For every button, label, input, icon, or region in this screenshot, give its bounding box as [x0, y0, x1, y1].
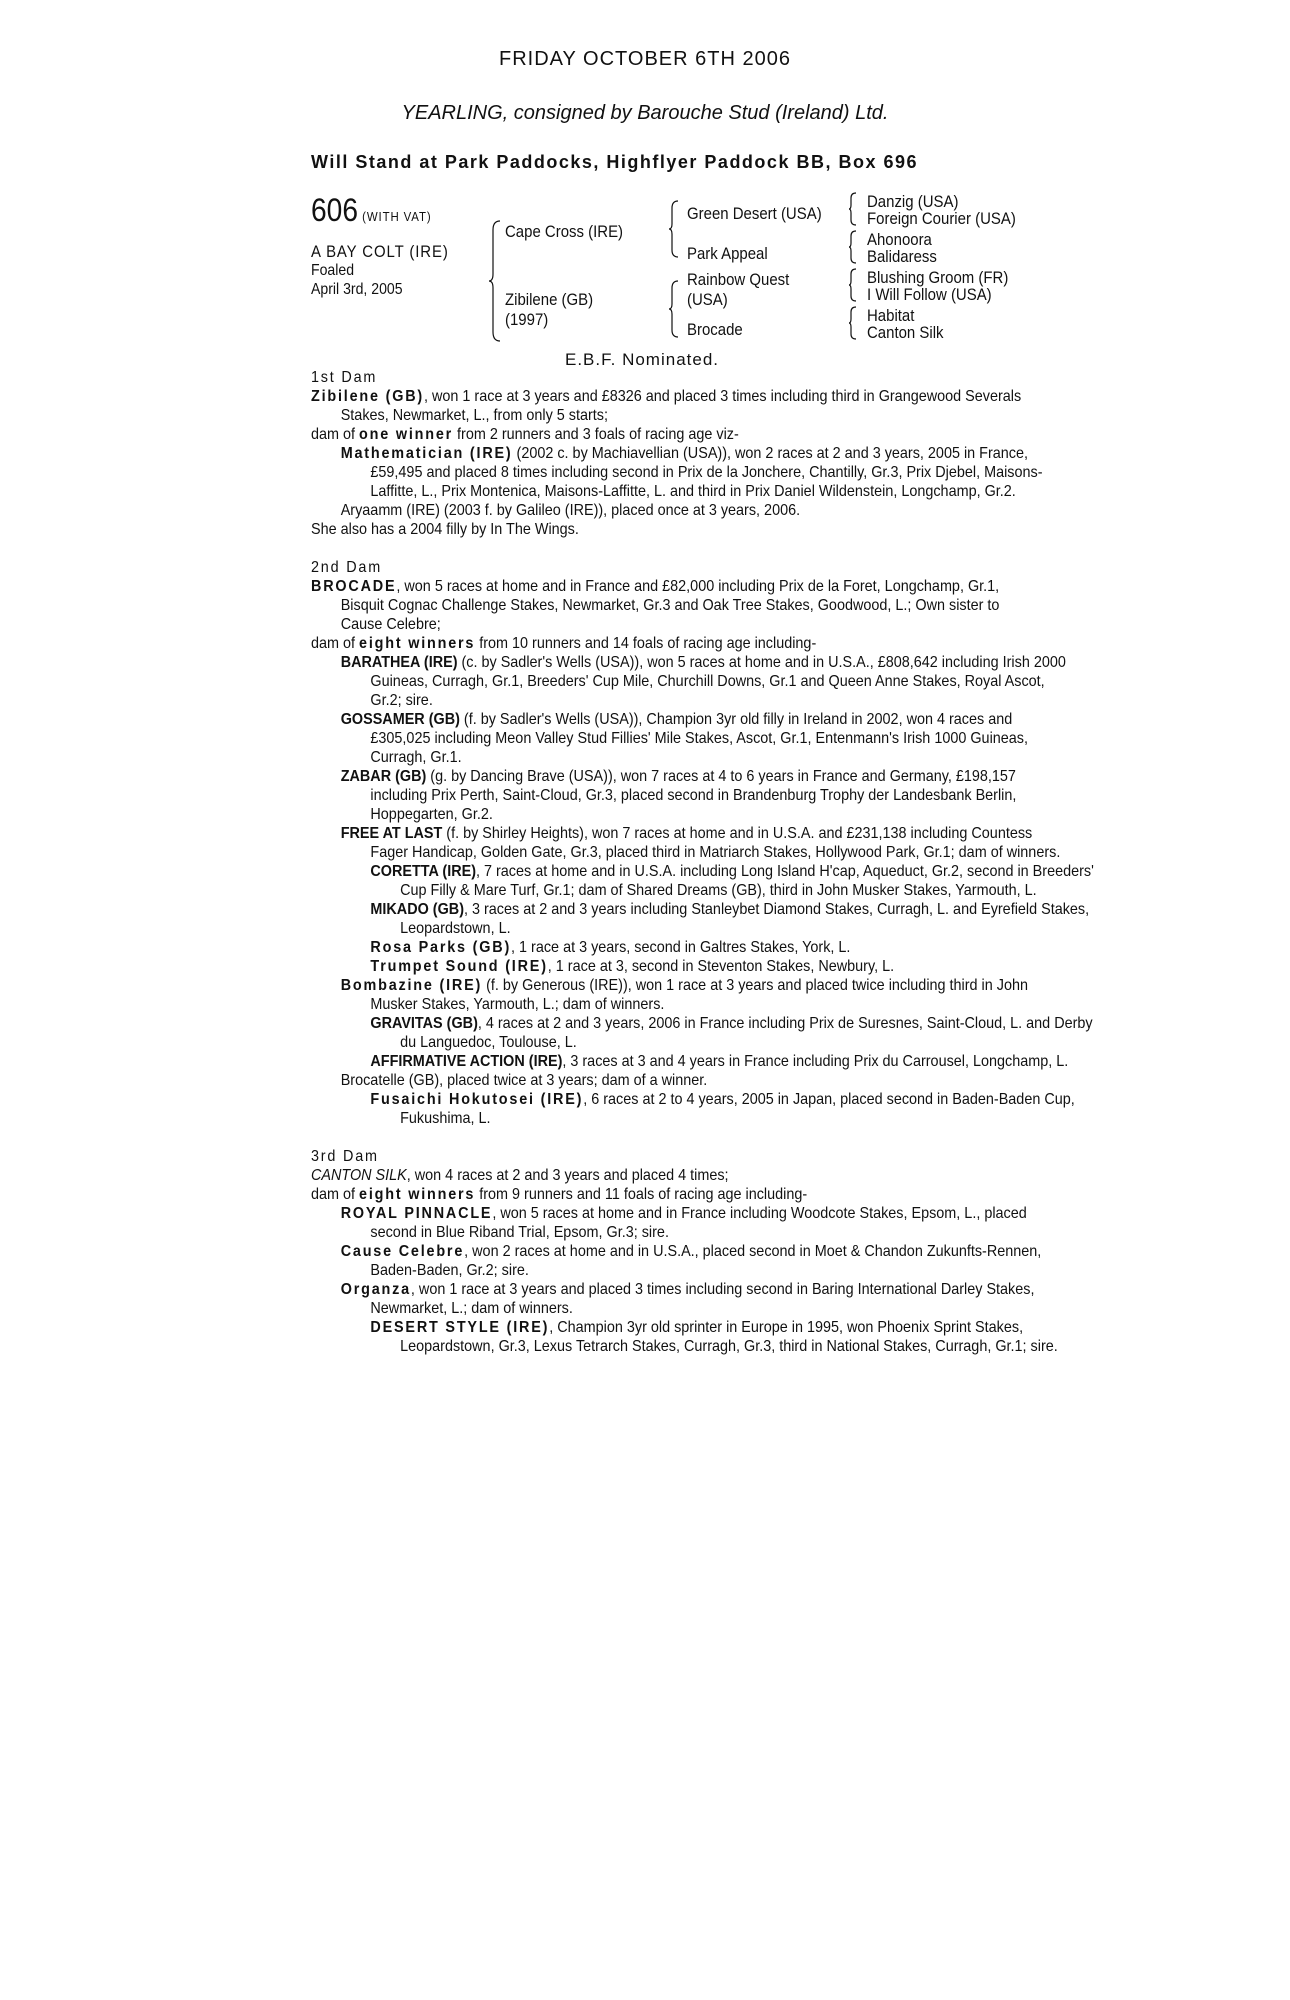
gen3-brace-2 [849, 230, 857, 264]
third-dam-entry: CANTON SILK, won 4 races at 2 and 3 years and placed 4 times; [311, 1167, 729, 1184]
dam-sire-line1: Rainbow Quest [687, 270, 790, 289]
sire-brace [669, 200, 679, 260]
sire-name: Cape Cross (IRE) [505, 222, 624, 241]
ggs-4: Balidaress [867, 247, 937, 266]
third-dam-produce-summary: dam of eight winners from 9 runners and 11 foals of racing age including- [311, 1186, 808, 1203]
produce-entry: Organza, won 1 race at 3 years and placed 3 times including second in Baring International Darley Stakes, Newmarket, L.; dam of winners. [340, 1281, 1035, 1317]
dam-dam: Brocade [687, 320, 743, 339]
second-dam-produce-summary: dam of eight winners from 10 runners and 14 foals of racing age including- [311, 635, 817, 652]
foaled-label: Foaled [311, 262, 355, 279]
produce-entry: Trumpet Sound (IRE), 1 race at 3, second in Steventon Stakes, Newbury, L. [370, 958, 895, 975]
produce-record [311, 368, 1094, 1356]
ggs-5: Blushing Groom (FR) [867, 268, 1009, 287]
produce-entry: Mathematician (IRE) (2002 c. by Machiavellian (USA)), won 2 races at 2 and 3 years, 2005 in France, £59,495 and placed 8 times including second in Prix de la Jonchere, Chantilly, Gr.3, Prix Djebel, Maisons-Laffitte, L., Prix Montenica, Maisons-Laffitte, L. and third in Prix Daniel Wildenstein, Longchamp, Gr.2. [340, 445, 1043, 500]
gen3-brace-1 [849, 192, 857, 226]
produce-entry: MIKADO (GB), 3 races at 2 and 3 years including Stanleybet Diamond Stakes, Curragh, L. and Eyrefield Stakes, Leopardstown, L. [370, 901, 1090, 937]
stable-location: Will Stand at Park Paddocks, Highflyer Paddock BB, Box 696 [311, 152, 918, 172]
ggs-8: Canton Silk [867, 323, 944, 342]
first-dam-entry: Zibilene (GB), won 1 race at 3 years and £8326 and placed 3 times including third in Grangewood Severals Stakes, Newmarket, L., from only 5 starts; [311, 388, 1022, 424]
produce-entry: GOSSAMER (GB) (f. by Sadler's Wells (USA)), Champion 3yr old filly in Ireland in 2002, won 4 races and £305,025 including Meon Valley Stud Fillies' Mile Stakes, Ascot, Gr.1, Entenmann's Irish 1000 Guineas, Curragh, Gr.1. [340, 711, 1028, 766]
first-dam-heading: 1st Dam [311, 369, 378, 386]
sale-date: FRIDAY OCTOBER 6TH 2006 [499, 48, 791, 70]
dam-sire-line2: (USA) [687, 290, 728, 309]
produce-entry: CORETTA (IRE), 7 races at home and in U.S.A. including Long Island H'cap, Aqueduct, Gr.2, second in Breeders' Cup Filly & Mare Turf, Gr.1; dam of Shared Dreams (GB), third in John Musker Stakes, Yarmouth, L. [370, 863, 1094, 899]
produce-entry: DESERT STYLE (IRE), Champion 3yr old sprinter in Europe in 1995, won Phoenix Sprint Stakes, Leopardstown, Gr.3, Lexus Tetrarch Stakes, Curragh, Gr.3, third in National Stakes, Curragh, Gr.1; sire. [370, 1319, 1058, 1355]
produce-entry: BARATHEA (IRE) (c. by Sadler's Wells (USA)), won 5 races at home and in U.S.A., £808,642 including Irish 2000 Guineas, Curragh, Gr.1, Breeders' Cup Mile, Churchill Downs, Gr.1 and Queen Anne Stakes, Royal Ascot, Gr.2; sire. [340, 654, 1066, 709]
ggs-6: I Will Follow (USA) [867, 285, 992, 304]
vat-label: (WITH VAT) [362, 209, 432, 224]
dam-name: Zibilene (GB) [505, 290, 594, 309]
second-dam-entry: BROCADE, won 5 races at home and in France and £82,000 including Prix de la Foret, Longchamp, Gr.1, Bisquit Cognac Challenge Stakes, Newmarket, Gr.3 and Oak Tree Stakes, Goodwood, L.; Own sister to Cause Celebre; [311, 578, 1000, 633]
ggs-1: Danzig (USA) [867, 192, 959, 211]
ggs-2: Foreign Courier (USA) [867, 209, 1016, 228]
consignment-line: YEARLING, consigned by Barouche Stud (Ireland) Ltd. [401, 102, 889, 124]
gen3-brace-3 [849, 268, 857, 302]
produce-entry: Rosa Parks (GB), 1 race at 3 years, second in Galtres Stakes, York, L. [370, 939, 851, 956]
ebf-nomination: E.B.F. Nominated. [565, 350, 720, 369]
produce-entry: Cause Celebre, won 2 races at home and in U.S.A., placed second in Moet & Chandon Zukunfts-Rennen, Baden-Baden, Gr.2; sire. [340, 1243, 1042, 1279]
produce-entry: ROYAL PINNACLE, won 5 races at home and in France including Woodcote Stakes, Epsom, L., placed second in Blue Riband Trial, Epsom, Gr.3; sire. [340, 1205, 1027, 1241]
produce-entry: Bombazine (IRE) (f. by Generous (IRE)), won 1 race at 3 years and placed twice including third in John Musker Stakes, Yarmouth, L.; dam of winners. [340, 977, 1028, 1013]
lot-description: A BAY COLT (IRE) [311, 242, 449, 261]
lot-number: 606 [311, 192, 358, 228]
ggs-7: Habitat [867, 306, 915, 325]
sire-sire: Green Desert (USA) [687, 204, 822, 223]
produce-entry: GRAVITAS (GB), 4 races at 2 and 3 years, 2006 in France including Prix de Suresnes, Saint-Cloud, L. and Derby du Languedoc, Toulouse, L. [370, 1015, 1093, 1051]
produce-note: She also has a 2004 filly by In The Wings. [311, 521, 579, 538]
produce-entry: AFFIRMATIVE ACTION (IRE), 3 races at 3 and 4 years in France including Prix du Carrousel, Longchamp, L. [370, 1053, 1069, 1070]
ggs-3: Ahonoora [867, 230, 932, 249]
produce-entry: Fusaichi Hokutosei (IRE), 6 races at 2 to 4 years, 2005 in Japan, placed second in Baden-Baden Cup, Fukushima, L. [370, 1091, 1075, 1127]
gen3-brace-4 [849, 306, 857, 340]
third-dam-heading: 3rd Dam [311, 1148, 379, 1165]
produce-entry: FREE AT LAST (f. by Shirley Heights), won 7 races at home and in U.S.A. and £231,138 including Countess Fager Handicap, Golden Gate, Gr.3, placed third in Matriarch Stakes, Hollywood Park, Gr.1; dam of winners. [340, 825, 1061, 861]
dam-brace [669, 280, 679, 340]
lot-number-line [311, 192, 432, 229]
pedigree-block [311, 190, 1071, 350]
first-dam-produce-summary: dam of one winner from 2 runners and 3 foals of racing age viz- [311, 426, 739, 443]
second-dam-heading: 2nd Dam [311, 559, 383, 576]
dam-year: (1997) [505, 310, 549, 329]
sire-dam: Park Appeal [687, 244, 768, 263]
produce-entry: Aryaamm (IRE) (2003 f. by Galileo (IRE)), placed once at 3 years, 2006. [340, 502, 801, 519]
produce-entry: ZABAR (GB) (g. by Dancing Brave (USA)), won 7 races at 4 to 6 years in France and Germany, £198,157 including Prix Perth, Saint-Cloud, Gr.3, placed second in Brandenburg Trophy der Landesbank Berlin, Hoppegarten, Gr.2. [340, 768, 1017, 823]
main-brace [489, 220, 501, 342]
produce-entry: Brocatelle (GB), placed twice at 3 years; dam of a winner. [340, 1072, 708, 1089]
foaled-date: April 3rd, 2005 [311, 281, 403, 298]
